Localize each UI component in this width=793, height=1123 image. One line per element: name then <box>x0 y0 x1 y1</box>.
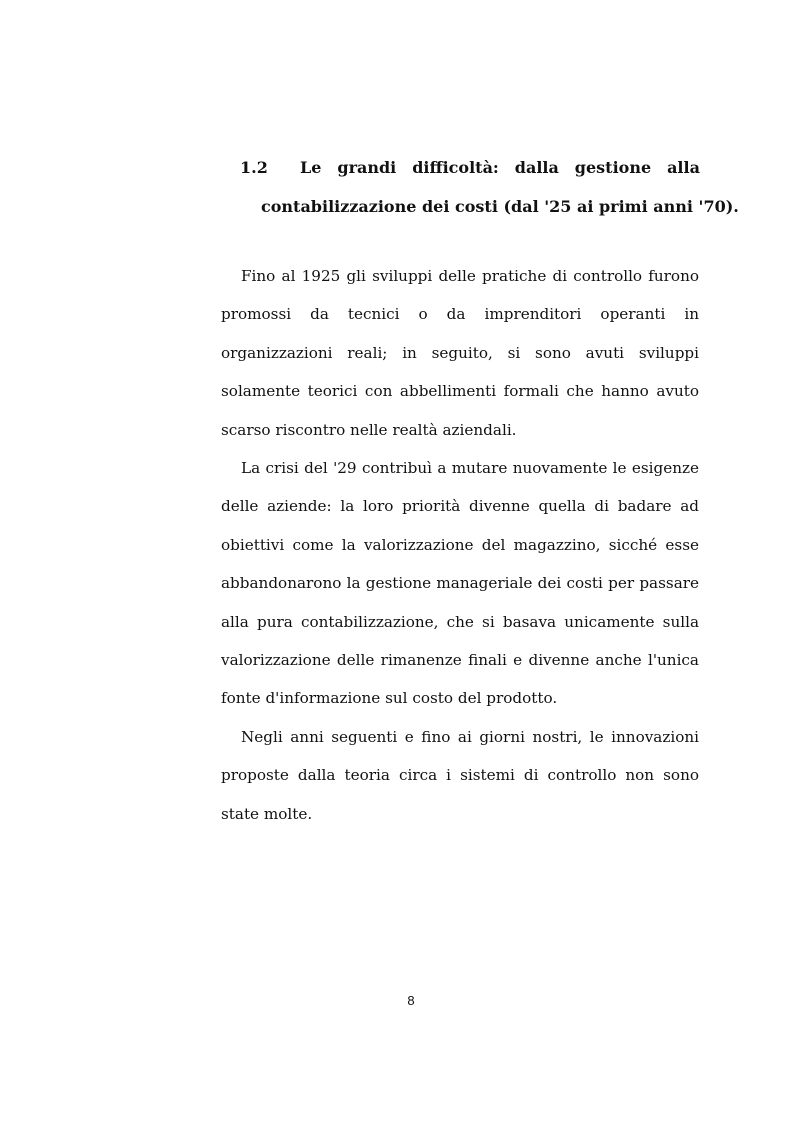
section-heading-line-2: contabilizzazione dei costi (dal '25 ai primi anni '70). <box>261 197 739 216</box>
section-title-word: gestione <box>574 158 652 177</box>
section-heading-line-1 <box>240 148 700 187</box>
section-title-word: difficoltà: <box>412 158 499 177</box>
section-heading <box>240 148 739 226</box>
page-number: 8 <box>407 993 415 1008</box>
section-title-word: Le <box>300 158 322 177</box>
body-text <box>221 257 699 833</box>
section-title-word: grandi <box>337 158 397 177</box>
paragraph: La crisi del '29 contribuì a mutare nuovamente le esigenze delle aziende: la loro priorità divenne quella di badare ad obiettivi come la valorizzazione del magazzino, sicché esse abbandonarono la gestione manageriale dei costi per passare alla pura contabilizzazione, che si basava unicamente sulla valorizzazione delle rimanenze finali e divenne anche l'unica fonte d'informazione sul costo del prodotto. <box>221 459 699 708</box>
section-title-word: dalla <box>514 158 559 177</box>
section-title-word: alla <box>667 158 700 177</box>
section-title-words <box>300 148 700 187</box>
section-number: 1.2 <box>240 158 268 177</box>
paragraph: Fino al 1925 gli sviluppi delle pratiche di controllo furono promossi da tecnici o da imprenditori operanti in organizzazioni reali; in seguito, si sono avuti sviluppi solamente teorici con abbellimenti formali che hanno avuto scarso riscontro nelle realtà aziendali. <box>221 267 699 439</box>
paragraph: Negli anni seguenti e fino ai giorni nostri, le innovazioni proposte dalla teoria circa i sistemi di controllo non sono state molte. <box>221 727 699 823</box>
